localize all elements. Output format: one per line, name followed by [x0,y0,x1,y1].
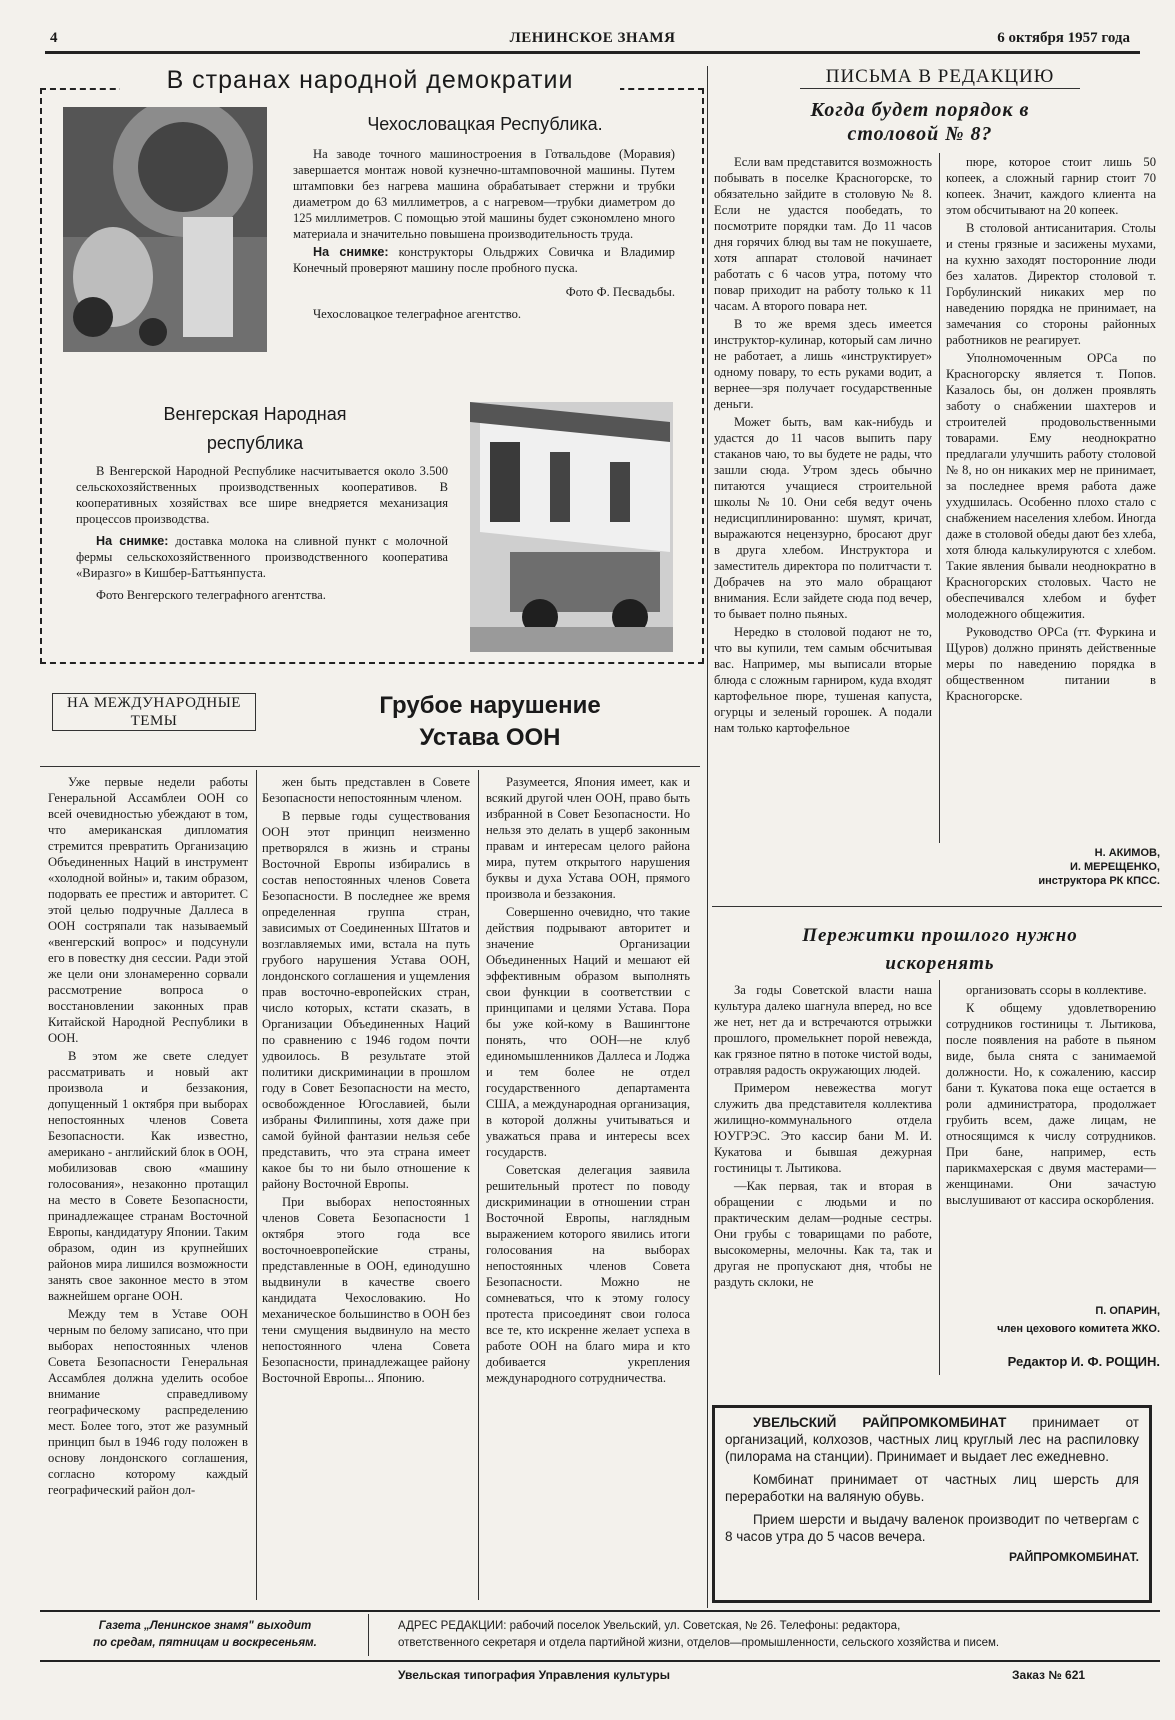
democracy-title: В странах народной демократии [120,66,620,95]
editor-line: Редактор И. Ф. РОЩИН. [1007,1354,1160,1369]
footer-order: Заказ № 621 [1012,1668,1086,1682]
czech-body: На заводе точного машиностроения в Готвальдове (Моравия) завершается монтаж новой кузнечно-штамповочной машины. Путем штамповки без нагрева машина обрабатывает стержни и трубки диаметром до 63 миллиметров, а с нагревом—трубки диаметром до 125 миллиметров. С помощью этой машины будет сэкономлено много материала и значительно повышена производительность труда. На снимке: конструкторы Ольдржих Совичка и Владимир Конечный проверяют машину после пробного пуска. Фото Ф. Песвадьбы. Чехословацкое телеграфное агентство. [293,147,675,321]
ad-signature: РАЙПРОМКОМБИНАТ. [1009,1550,1139,1564]
letter2-signature: П. ОПАРИН, член цехового комитета ЖКО. [997,1305,1160,1335]
letter1-col-2: пюре, которое стоит лишь 50 копеек, а сложный гарнир стоит 70 копеек. Значит, каждого клиента на этом обсчитывают на 20 копеек. В столовой антисанитария. Столы и стены грязные и засижены мухами, на кухню заходят посторонние люди без халатов. Директор столовой т. Горбулинский никаких мер по наведению порядка не принимает, на замечания со стороны районных работников не реагирует. Уполномоченным ОРСа по Красногорску является т. Попов. Казалось бы, он должен проявлять заботу о снабжении шахтеров и строителей продовольственными товарами. Ему неоднократно предлагали улучшить работу столовой № 8, но он никаких мер не принимает, за последнее время работа даже ухудшилась. Особенно плохо стало с снабжением населения хлебом. Иногда даже в столовой обеды дают без хлеба, хотя блюда калькулируются с хлебом. Такие явления бывали неоднократно в Красногорских столовых. Часто не обеспечивался хлебом и буфет молодежного общежития. Руководство ОРСа (тт. Фуркина и Щуров) должно принять действенные меры по наведению порядка в общественном питании в Красногорске. [946,155,1156,703]
international-col-3: Разумеется, Япония имеет, как и всякий другой член ООН, право быть избранной в Совет Безопасности. Но нельзя это делать в ущерб законным правам и интересам целого района мира, путем открытого нарушения буквы и духа Устава ООН, прямого произвола и беззакония. Совершенно очевидно, что такие действия подрывают авторитет и значение Организации Объединенных Наций и мешают ей эффективным образом выполнять свои функции в соответствии с принципами и целями Устава. Пора бы уже кой-кому в Вашингтоне понять, что ООН—не клуб единомышленников Даллеса и Лоджа и тем более не отдел государственного департамента США, а международная организация, в которой должны учитываться и уважаться права и интересы всех государств. Советская делегация заявила решительный протест по поводу дискриминации в отношении стран Восточной Европы, наглядным выражением которого явились итоги голосования на выборах непостоянных членов Совета Безопасности. Можно не сомневаться, что к этому голосу протеста присоединят свои голоса все те, кто искренне желает успеха в работе ООН на благо мира и кто добивается укрепления международного сотрудничества. [486,775,690,1385]
letter1-headline: Когда будет порядок в столовой № 8? [810,99,1030,145]
ad-box: УВЕЛЬСКИЙ РАЙПРОМКОМБИНАТ принимает от организаций, колхозов, частных лиц круглый лес на распиловку (пилорама на станции). Принимает и выдает лес ежедневно. Комбинат принимает от частных лиц шерсть для переработки на валяную обувь. Прием шерсти и выдачу валенок производит по четвергам с 8 часов утра до 5 часов вечера. РАЙПРОМКОМБИНАТ. [712,1405,1152,1603]
letter1-col-1: Если вам представится возможность побывать в поселке Красногорске, то обязательно зайдите в столовую № 8. Если не удастся пообедать, то посмотрите порядки там. До 11 часов дня горячих блюд вы там не покушаете, хотя аппарат столовой начинает работать с 6 часов утра, потому что повар приходит на работу только к 11 часам. А второго повара нет. В то же время здесь имеется инструктор-кулинар, который сам лично не работает, а лишь «инструктирует» одному повару, то есть руками водит, а вернее—зря получает государственные деньги. Может быть, вам как-нибудь и удастся до 11 часов выпить пару стаканов чаю, то вы будете не рады, что зашли сюда. Утром здесь обычно питаются учащиеся строительной школы № 10. Они себя ведут очень недисциплинированно: шумят, кричат, выражаются нецензурно, бросают друг в друга хлебом. Инструктора и заместитель директора по политчасти т. Добрачев на это мало обращают внимания. Если зайдете сюда под вечер, то бывает полно пьяных. Нередко в столовой подают не то, что вы купили, тем самым обсчитывая вас. Например, мы выписали вторые блюда с сложным гарниром, куда входят картофельное пюре, тушеная капуста, огурцы и зеленый горошек. А подали нам только картофельное [714,155,932,735]
letter1-signature: Н. АКИМОВ, И. МЕРЕЩЕНКО, инструктора РК КПСС. [1038,847,1160,887]
letter2-col-1: За годы Советской власти наша культура далеко шагнула вперед, но все же нет, нет да и встречаются отрыжки прошлого, промелькнет порой невежда, как грязное пятно в потоке чистой воды, отравляя радость окружающих людей. Примером невежества могут служить два представителя коллектива жилищно-коммунального отдела ЮУГРЭС. Это кассир бани М. И. Кукатова и бывшая дежурная гостиницы т. Лытикова. —Как первая, так и вторая в обращении с людьми и по практическим делам—родные сестры. Они грубы с товарищами по работе, высокомерны, мелочны. Как та, так и другая не пропускают дня, чтобы не раздуть склоки, не [714,983,932,1289]
hungary-headline: Венгерская Народная республика [163,404,347,453]
hungary-photo [470,402,673,652]
international-col-2: жен быть представлен в Совете Безопасности непостоянным членом. В первые годы существования ООН этот принцип неизменно претворялся в жизнь и страны Восточной Европы избирались в состав непостоянных членов Совета Безопасности. В последнее же время определенная группа стран, зависимых от Соединенных Штатов и возглавляемых ими, встала на путь грубого нарушения Устава ООН, лондонского соглашения и ущемления прав восточно-европейских стран, число которых, кстати сказать, в Организации Объединенных Наций по сравнению с 1946 годом почти удвоилось. В результате этой политики дискриминации в прошлом году в Совет Безопасности на место, освобожденное Югославией, были избраны Филиппины, хотя даже при самой буйной фантазии нельзя себе представить, что эта страна имеет какое бы то ни было отношение к району Восточной Европы. При выборах непостоянных членов Совета Безопасности 1 октября этого года все восточноевропейские страны, представленные в ООН, единодушно выдвинули в качестве своего кандидата Чехословакию. Но механическое большинство в ООН без тени смущения выдвинуло на место непостоянного члена Совета Безопасности, принадлежащее району Восточной Европы... Японию. [262,775,470,1385]
letter2-headline: Пережитки прошлого нужно искоренять [802,925,1078,974]
milk-truck-photo-icon [470,402,673,652]
ad-lead: УВЕЛЬСКИЙ РАЙПРОМКОМБИНАТ [753,1415,1007,1430]
czech-photo [63,107,267,352]
page-number: 4 [50,30,58,46]
footer-printer: Увельская типография Управления культуры [398,1668,670,1682]
letters-rubric: ПИСЬМА В РЕДАКЦИЮ [800,66,1080,89]
page-header [45,30,1140,52]
footer-schedule: Газета „Ленинское знамя" выходит по средам, пятницам и воскресеньям. [93,1620,317,1649]
hungary-body: В Венгерской Народной Республике насчитывается около 3.500 сельскохозяйственных производственных кооперативов. В кооперативных хозяйствах все шире внедряется механизация процессов производства. На снимке: доставка молока на сливной пункт с молочной фермы сельскохозяйственного производственного кооператива «Виразго» в Кишбер-Баттьянпуста. Фото Венгерского телеграфного агентства. [76,464,448,602]
machine-photo-icon [63,107,267,352]
letter2-col-2: организовать ссоры в коллективе. К общему удовлетворению сотрудников гостиницы т. Лытикова, после появления на работе в пьяном виде, была снята с занимаемой должности. Но, к сожалению, кассир бани т. Кукатова пока еще остается в роли администратора, продолжает грубить всем, даже лицам, не относящимся к числу сотрудников. При бане, например, есть парикмахерская с двумя мастерами—женщинами. Они зачастую выслушивают от кассира оскорбления. [946,983,1156,1207]
masthead: ЛЕНИНСКОЕ ЗНАМЯ [509,30,676,46]
international-col-1: Уже первые недели работы Генеральной Ассамблеи ООН со всей очевидностью убеждают в том, что американская дипломатия стремится превратить Организацию Объединенных Наций в инструмент «холодной войны» и, таким образом, подорвать ее престиж и авторитет. С этой целью подручные Даллеса в ООН состряпали так называемый «венгерский вопрос» и подсунули его в повестку дня сессии. Ради этой же цели они злонамеренно сорвали рассмотрение вопроса о восстановлении законных прав Китайской Народной Республики в ООН. В этом же свете следует рассматривать и новый акт произвола и беззакония, допущенный 1 октября при выборах непостоянных членов Совета Безопасности. Как известно, американо - английский блок в ООН, мобилизовав свою «машину голосования», незаконно протащил на место в Совете Безопасности, принадлежащее странам Восточной Европы, кандидатуру Японии. Таким образом, один из крупнейших районов мира лишился возможности занять свое законное место в этом важнейшем органе ООН. Между тем в Уставе ООН черным по белому записано, что при выборах непостоянных членов Совета Безопасности Генеральная Ассамблея должна уделить особое внимание справедливому географическому распределению мест. Более того, этот же разумный принцип был в 1946 году положен в основу лондонского соглашения, согласно которому каждый географический район дол- [48,775,248,1497]
international-rubric: НА МЕЖДУНАРОДНЫЕ ТЕМЫ [52,693,256,731]
international-headline: Грубое нарушение Устава ООН [379,692,601,751]
issue-date: 6 октября 1957 года [997,30,1130,46]
czech-headline: Чехословацкая Республика. [367,114,603,134]
footer-address: АДРЕС РЕДАКЦИИ: рабочий поселок Увельский, ул. Советская, № 26. Телефоны: редактора, ответственного секретаря и отдела партийной жизни, отделов—промышленности, сельского хозяйства и писем. [398,1620,1000,1649]
